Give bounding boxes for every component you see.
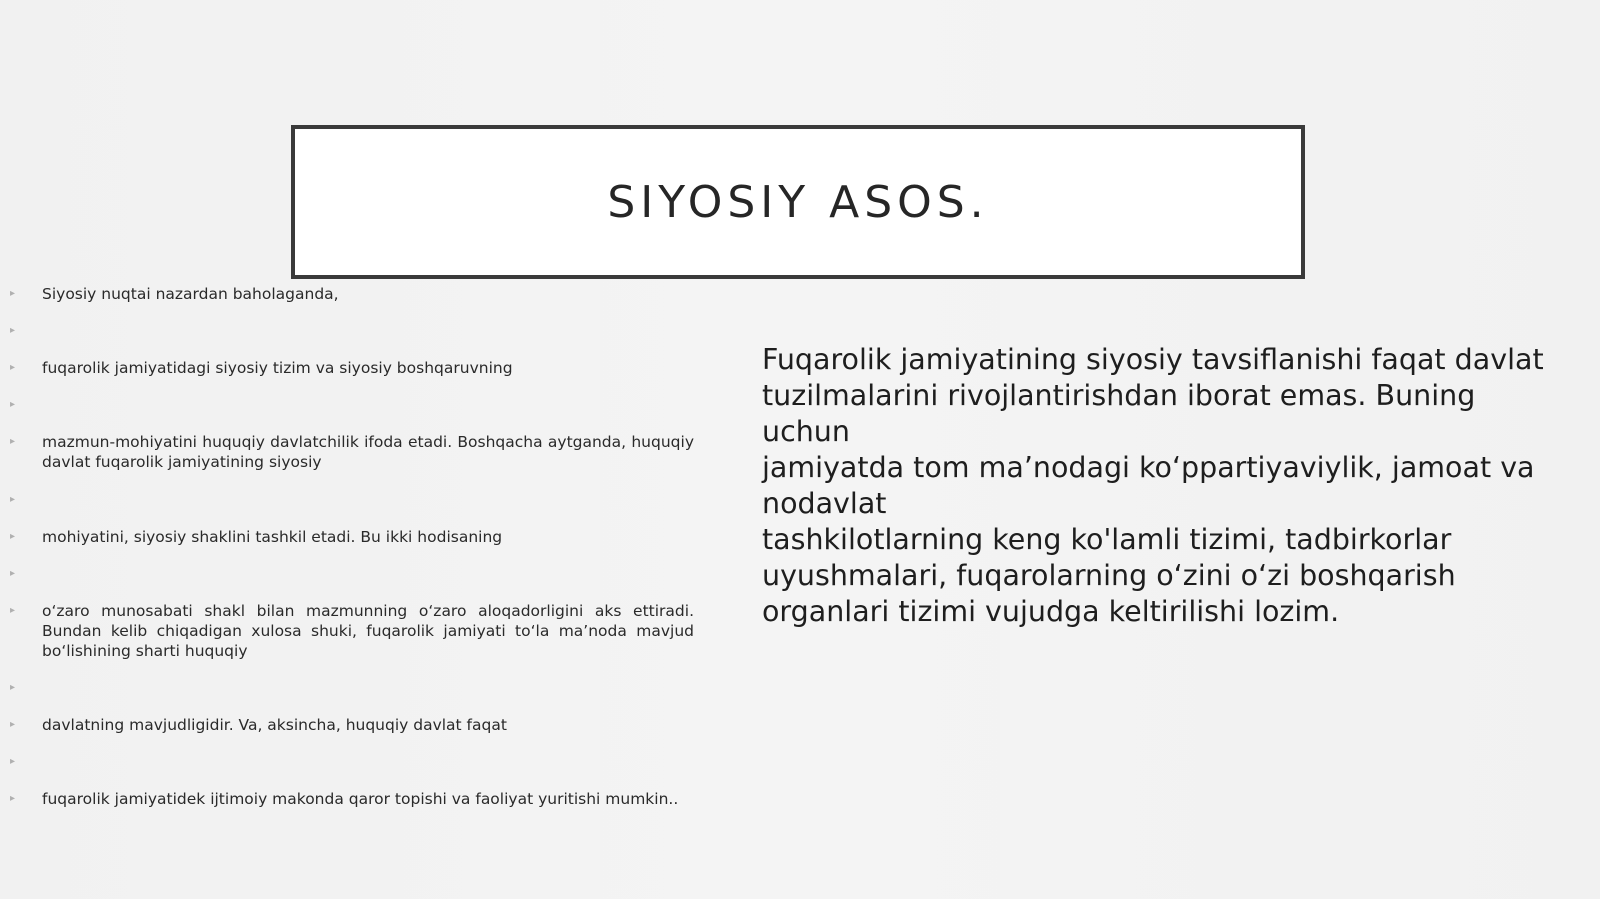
left-bullet-list (0, 284, 700, 811)
bullet-icon: ▸ (10, 325, 16, 336)
bullet-icon: ▸ (10, 288, 16, 299)
bullet-item (0, 284, 700, 306)
bullet-icon: ▸ (10, 362, 16, 373)
bullet-item (0, 601, 700, 663)
bullet-icon: ▸ (10, 494, 16, 505)
bullet-item (0, 527, 700, 549)
bullet-icon: ▸ (10, 682, 16, 693)
bullet-item (0, 752, 700, 774)
bullet-text: Siyosiy nuqtai nazardan baholaganda, (42, 285, 339, 303)
bullet-text: mohiyatini, siyosiy shaklini tashkil etadi. Bu ikki hodisaning (42, 528, 503, 546)
bullet-item (0, 715, 700, 737)
bullet-icon: ▸ (10, 568, 16, 579)
bullet-item (0, 395, 700, 417)
paragraph-line: nodavlat (762, 487, 887, 520)
bullet-item (0, 432, 700, 474)
paragraph-line: uchun (762, 415, 850, 448)
bullet-text: fuqarolik jamiyatidek ijtimoiy makonda qaror topishi va faoliyat yuritishi mumkin.. (42, 790, 679, 808)
bullet-icon: ▸ (10, 605, 16, 616)
bullet-item (0, 564, 700, 586)
right-paragraph (762, 342, 1562, 630)
paragraph-line: organlari tizimi vujudga keltirilishi lozim. (762, 595, 1340, 628)
bullet-text: o‘zaro munosabati shakl bilan mazmunning o‘zaro aloqadorligini aks ettiradi. Bundan kelib chiqadigan xulosa shuki, fuqarolik jamiyati to‘la ma’noda mavjud bo‘lishining sharti huquqiy (42, 602, 694, 660)
bullet-item (0, 678, 700, 700)
bullet-item (0, 321, 700, 343)
bullet-icon: ▸ (10, 756, 16, 767)
paragraph-line: uyushmalari, fuqarolarning o‘zini o‘zi boshqarish (762, 559, 1456, 592)
bullet-item (0, 358, 700, 380)
slide-title: SIYOSIY ASOS. (607, 176, 989, 228)
paragraph-line: Fuqarolik jamiyatining siyosiy tavsiflanishi faqat davlat (762, 343, 1544, 376)
bullet-item (0, 490, 700, 512)
bullet-icon: ▸ (10, 531, 16, 542)
bullet-item (0, 789, 700, 811)
paragraph-line: jamiyatda tom ma’nodagi ko‘ppartiyaviylik, jamoat va (762, 451, 1535, 484)
bullet-text: fuqarolik jamiyatidagi siyosiy tizim va siyosiy boshqaruvning (42, 359, 513, 377)
bullet-text: mazmun-mohiyatini huquqiy davlatchilik ifoda etadi. Boshqacha aytganda, huquqiy davlat fuqarolik jamiyatining siyosiy (42, 433, 694, 471)
bullet-text: davlatning mavjudligidir. Va, aksincha, huquqiy davlat faqat (42, 716, 507, 734)
bullet-icon: ▸ (10, 793, 16, 804)
bullet-icon: ▸ (10, 436, 16, 447)
paragraph-line: tashkilotlarning keng ko'lamli tizimi, tadbirkorlar (762, 523, 1452, 556)
title-box (291, 125, 1305, 279)
paragraph-line: tuzilmalarini rivojlantirishdan iborat emas. Buning (762, 379, 1476, 412)
bullet-icon: ▸ (10, 399, 16, 410)
bullet-icon: ▸ (10, 719, 16, 730)
